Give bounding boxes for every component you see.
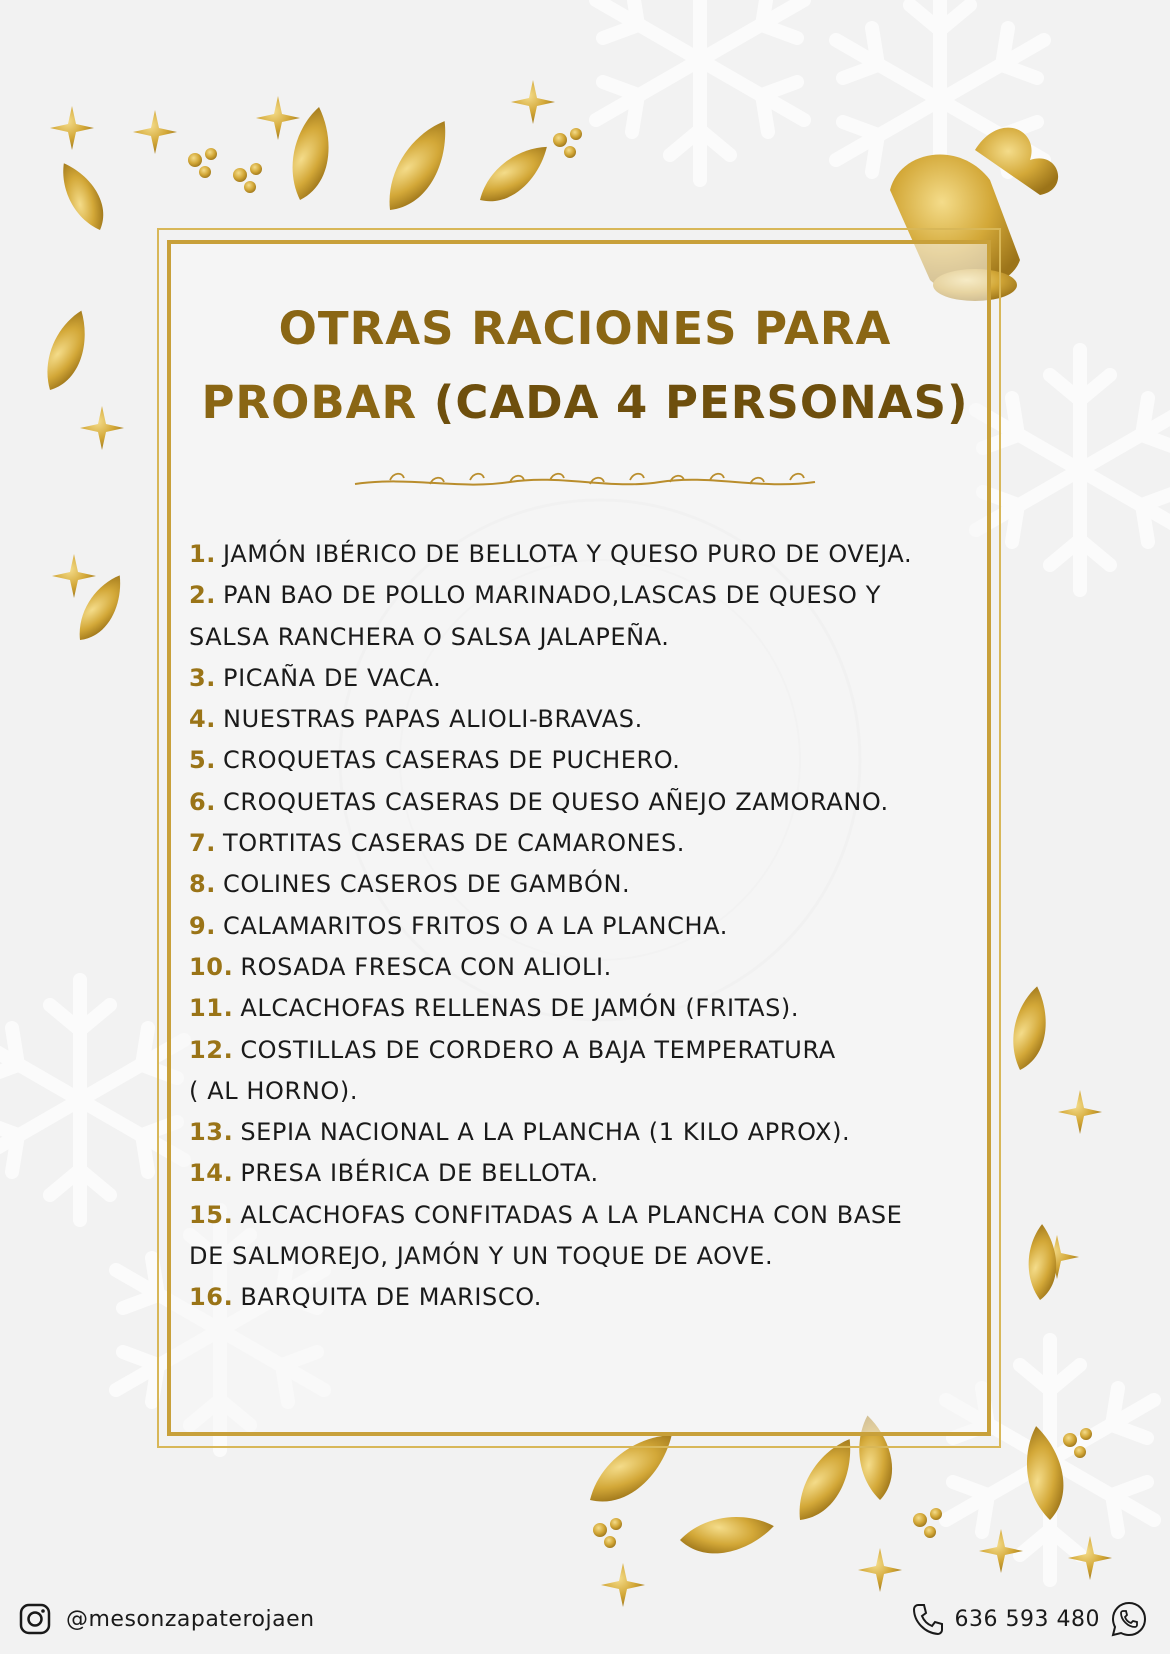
menu-item-number: 9. — [189, 911, 217, 940]
menu-item-line — [189, 947, 989, 988]
menu-item-text: CROQUETAS CASERAS DE QUESO AÑEJO ZAMORANO. — [223, 787, 889, 816]
menu-item-number: 3. — [189, 663, 217, 692]
menu-item-number: 5. — [189, 746, 217, 775]
phone-icon — [911, 1602, 943, 1636]
menu-list — [189, 534, 989, 1319]
menu-item-number: 1. — [189, 540, 217, 568]
menu-item-line — [189, 1112, 989, 1153]
menu-item-number: 6. — [189, 787, 217, 816]
menu-item-text: ( AL HORNO). — [189, 1076, 359, 1105]
menu-item-number: 14. — [189, 1159, 234, 1188]
menu-item-line — [189, 864, 989, 905]
menu-item-text: SALSA RANCHERA O SALSA JALAPEÑA. — [189, 622, 670, 651]
menu-item-line — [189, 782, 989, 823]
title-line-2 — [170, 366, 1000, 440]
instagram-label: @mesonzapaterojaen — [66, 1606, 315, 1632]
menu-item-number: 13. — [189, 1118, 234, 1147]
phone-number: 636 593 480 — [954, 1606, 1100, 1632]
menu-item-number: 15. — [189, 1200, 234, 1229]
menu-item-line — [189, 1277, 989, 1318]
menu-item-text: PAN BAO DE POLLO MARINADO,LASCAS DE QUESO Y — [223, 581, 881, 610]
whatsapp-icon — [1110, 1600, 1148, 1638]
menu-item-line — [189, 1153, 989, 1194]
menu-item-line — [189, 534, 989, 575]
menu-item-line — [189, 699, 989, 740]
menu-item-text: BARQUITA DE MARISCO. — [240, 1283, 542, 1312]
menu-item-line — [189, 617, 989, 658]
menu-item-text: TORTITAS CASERAS DE CAMARONES. — [223, 829, 686, 858]
menu-item-text: NUESTRAS PAPAS ALIOLI-BRAVAS. — [223, 705, 643, 734]
menu-item-text: COLINES CASEROS DE GAMBÓN. — [223, 870, 631, 899]
menu-item-number: 12. — [189, 1035, 234, 1064]
menu-item-text: CROQUETAS CASERAS DE PUCHERO. — [223, 746, 681, 775]
menu-item-line — [189, 1236, 989, 1277]
title-line-2a: PROBAR — [201, 376, 418, 429]
menu-item-number: 7. — [189, 829, 217, 858]
instagram-handle[interactable] — [18, 1602, 315, 1636]
page-title — [170, 292, 1000, 440]
menu-item-number: 4. — [189, 705, 217, 734]
menu-item-text: PICAÑA DE VACA. — [223, 663, 442, 692]
menu-item-line — [189, 988, 989, 1029]
menu-item-line — [189, 740, 989, 781]
title-line-2b: (CADA 4 PERSONAS) — [433, 376, 969, 429]
menu-item-text: ALCACHOFAS RELLENAS DE JAMÓN (FRITAS). — [240, 994, 800, 1023]
instagram-icon — [18, 1602, 52, 1636]
menu-item-text: ALCACHOFAS CONFITADAS A LA PLANCHA CON BASE — [240, 1200, 903, 1229]
menu-item-line — [189, 1071, 989, 1112]
menu-item-text: JAMÓN IBÉRICO DE BELLOTA Y QUESO PURO DE OVEJA. — [223, 540, 913, 568]
menu-item-text: SEPIA NACIONAL A LA PLANCHA (1 KILO APROX). — [240, 1118, 851, 1147]
menu-item-text: PRESA IBÉRICA DE BELLOTA. — [240, 1159, 599, 1188]
menu-item-text: ROSADA FRESCA CON ALIOLI. — [240, 952, 612, 981]
menu-item-line — [189, 1195, 989, 1236]
menu-item-number: 11. — [189, 994, 234, 1023]
menu-item-number: 10. — [189, 952, 234, 981]
menu-item-line — [189, 1030, 989, 1071]
menu-item-number: 8. — [189, 870, 217, 899]
menu-item-text: CALAMARITOS FRITOS O A LA PLANCHA. — [223, 911, 728, 940]
menu-item-line — [189, 658, 989, 699]
menu-item-line — [189, 823, 989, 864]
menu-item-text: DE SALMOREJO, JAMÓN Y UN TOQUE DE AOVE. — [189, 1242, 774, 1271]
ornamental-divider — [350, 466, 820, 496]
menu-item-line — [189, 575, 989, 616]
menu-item-line — [189, 906, 989, 947]
menu-item-number: 16. — [189, 1283, 234, 1312]
phone-contact[interactable] — [911, 1600, 1148, 1638]
menu-item-number: 2. — [189, 581, 217, 610]
menu-item-text: COSTILLAS DE CORDERO A BAJA TEMPERATURA — [240, 1035, 836, 1064]
title-line-1: OTRAS RACIONES PARA — [278, 302, 892, 355]
